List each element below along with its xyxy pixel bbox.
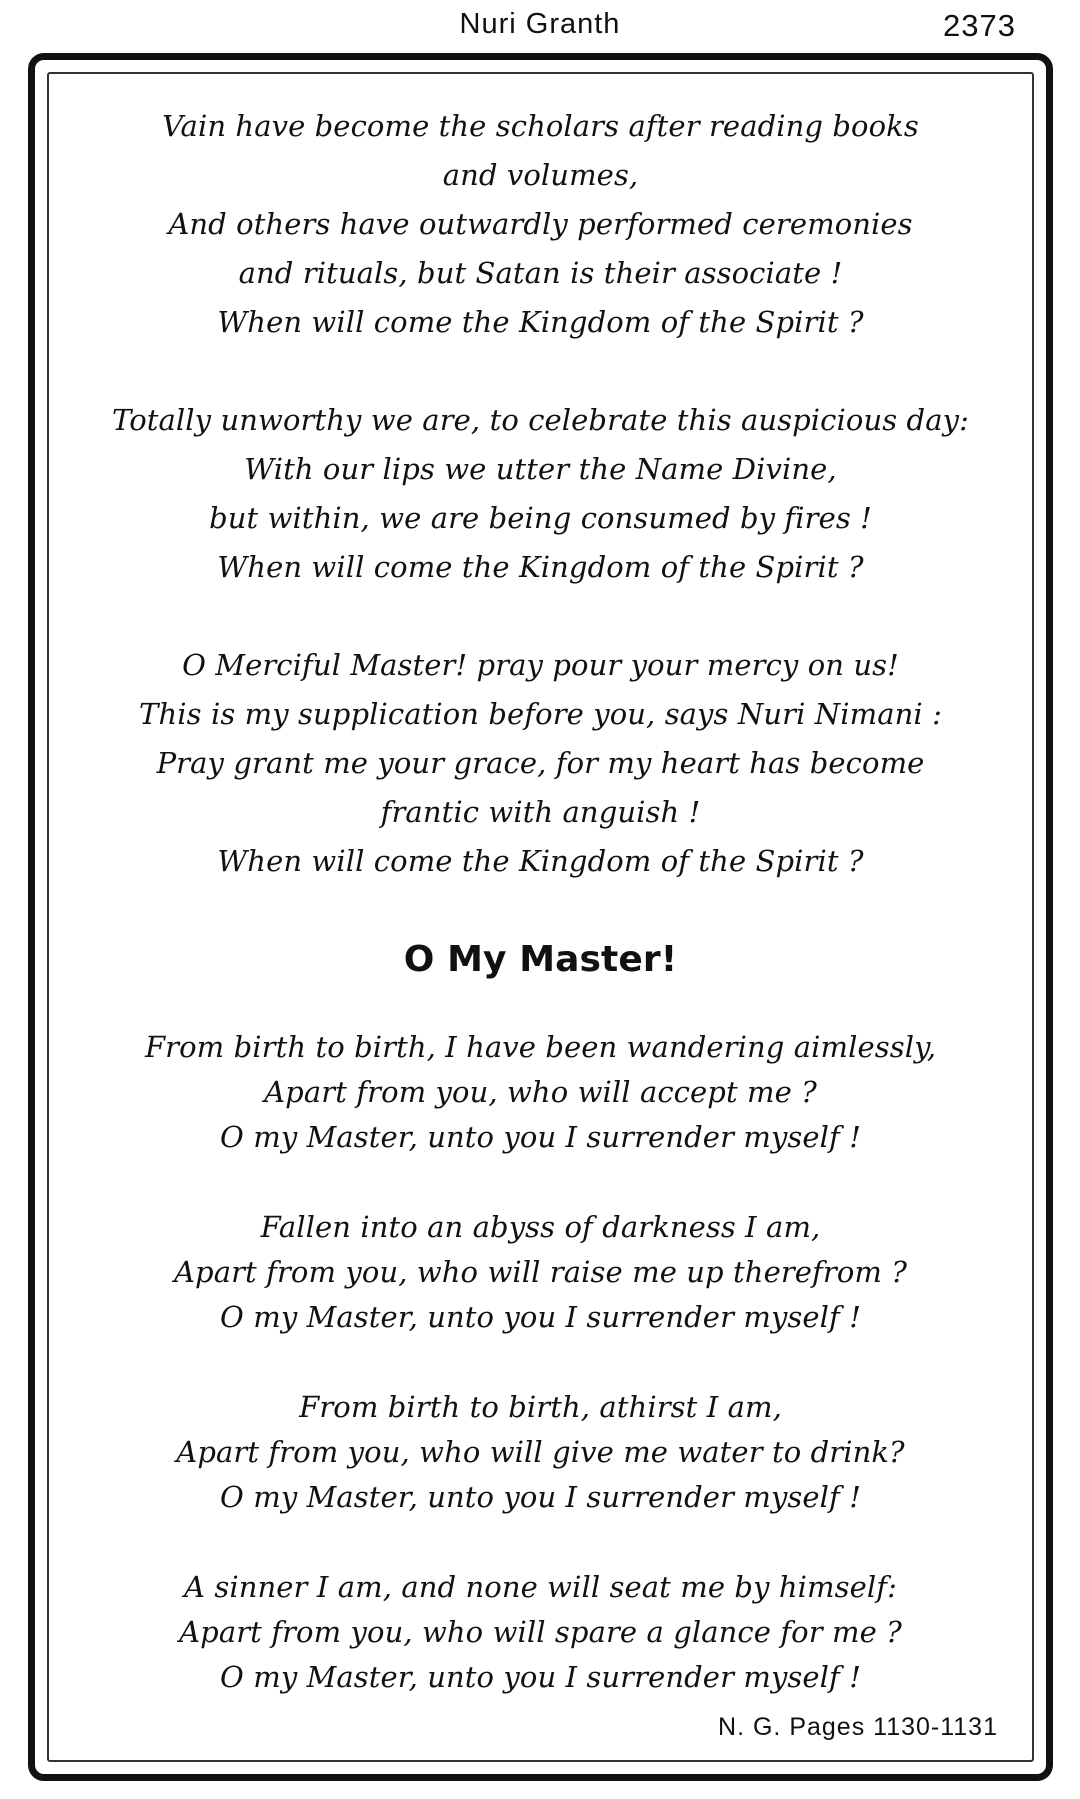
page-reference: N. G. Pages 1130-1131 xyxy=(718,1713,998,1741)
poem2 xyxy=(89,1025,992,1700)
verse-line: A sinner I am, and none will seat me by himself: xyxy=(184,1570,897,1604)
poem1-stanza xyxy=(89,641,992,886)
verse-line: and volumes, xyxy=(442,158,639,192)
verse-line: but within, we are being consumed by fires ! xyxy=(209,501,872,535)
verse-line: Apart from you, who will accept me ? xyxy=(264,1075,817,1109)
refrain-line: O my Master, unto you I surrender myself ! xyxy=(220,1480,861,1514)
poem2-stanza xyxy=(89,1205,992,1340)
verse-line: and rituals, but Satan is their associate ! xyxy=(238,256,843,290)
verse-line: Fallen into an abyss of darkness I am, xyxy=(260,1210,821,1244)
poem2-stanza xyxy=(89,1025,992,1160)
page-content xyxy=(89,102,992,1700)
refrain-line: When will come the Kingdom of the Spirit ? xyxy=(217,550,864,584)
verse-line: Apart from you, who will raise me up therefrom ? xyxy=(174,1255,907,1289)
author-name: Nuri Nimani : xyxy=(737,697,942,731)
refrain-line: O my Master, unto you I surrender myself ! xyxy=(220,1300,861,1334)
verse-line: Totally unworthy we are, to celebrate this auspicious day: xyxy=(112,403,969,437)
verse-line: O Merciful Master! pray pour your mercy on us! xyxy=(182,648,899,682)
verse-line: Pray grant me your grace, for my heart has become xyxy=(156,746,925,780)
verse-line-prefix: This is my supplication before you, says xyxy=(139,697,738,731)
page-border-inner xyxy=(47,72,1034,1762)
verse-line: From birth to birth, athirst I am, xyxy=(299,1390,782,1424)
verse-line: From birth to birth, I have been wandering aimlessly, xyxy=(144,1030,937,1064)
page-number: 2373 xyxy=(943,8,1016,43)
refrain-line: When will come the Kingdom of the Spirit ? xyxy=(217,844,864,878)
song-title: O My Master! xyxy=(403,939,678,980)
refrain-line: O my Master, unto you I surrender myself ! xyxy=(220,1660,861,1694)
running-head xyxy=(0,8,1080,46)
poem1-stanza xyxy=(89,396,992,592)
page-border-outer xyxy=(28,53,1053,1781)
book-title: Nuri Granth xyxy=(459,8,621,40)
verse-line: With our lips we utter the Name Divine, xyxy=(244,452,837,486)
verse-line-signature xyxy=(89,690,992,739)
poem2-stanza xyxy=(89,1565,992,1700)
poem2-stanza xyxy=(89,1385,992,1520)
refrain-line: When will come the Kingdom of the Spirit ? xyxy=(217,305,864,339)
verse-line: Apart from you, who will spare a glance for me ? xyxy=(179,1615,902,1649)
verse-line: And others have outwardly performed ceremonies xyxy=(168,207,913,241)
verse-line: Vain have become the scholars after reading books xyxy=(162,109,919,143)
poem1-stanza xyxy=(89,102,992,347)
verse-line: frantic with anguish ! xyxy=(380,795,701,829)
refrain-line: O my Master, unto you I surrender myself ! xyxy=(220,1120,861,1154)
verse-line: Apart from you, who will give me water to drink? xyxy=(176,1435,905,1469)
